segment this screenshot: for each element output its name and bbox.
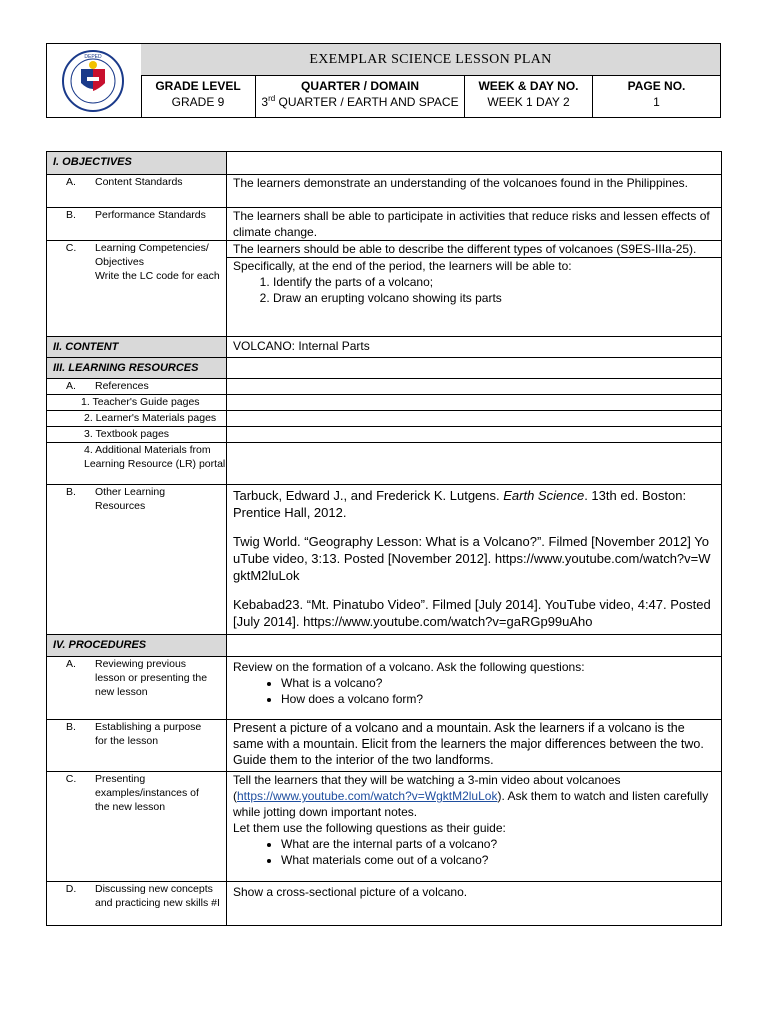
content-row xyxy=(47,337,722,358)
video-link[interactable]: https://www.youtube.com/watch?v=WgktM2luLok xyxy=(237,789,498,803)
lr-portal-label: 4. Additional Materials from Learning Resource (LR) portal xyxy=(84,444,226,470)
procedure-c-row: C. Presenting examples/instances of the new lesson Tell the learners that they will be watching a 3-min video about volcanoes (https://www.youtube.com/watch?v=WgktM2luLok). Ask them to watch and listen carefully while jotting down important notes. Let them use the following questions as their guide: • What are the internal parts of a volcano? • What materials come out of a volcano? xyxy=(47,772,722,882)
procedure-d-text: Show a cross-sectional picture of a volcano. xyxy=(227,882,722,926)
grade-level-label: GRADE LEVEL xyxy=(155,79,241,93)
procedure-b-row: B. Establishing a purpose for the lesson Present a picture of a volcano and a mountain. Ask the learners if a volcano is the same with a mountain. Elicit from the learners the major differences between the two. Guide them to the interior of the two landforms. xyxy=(47,720,722,772)
tg-pages-label: 1. Teacher's Guide pages xyxy=(81,396,200,408)
content-heading: II. CONTENT xyxy=(47,337,227,358)
objectives-heading: I. OBJECTIVES xyxy=(47,152,227,175)
quarter-domain-label: QUARTER / DOMAIN xyxy=(301,79,419,93)
textbook-pages-label: 3. Textbook pages xyxy=(84,428,170,440)
page-no-value: 1 xyxy=(653,95,660,109)
resources-row xyxy=(47,358,722,379)
procedure-d-row: D. Discussing new concepts and practicing new skills #I Show a cross-sectional picture of a volcano. xyxy=(47,882,722,926)
reference-tarbuck: Tarbuck, Edward J., and Frederick K. Lutgens. Earth Science. 13th ed. Boston: Prentice Hall, 2012. xyxy=(233,488,687,520)
procedures-row xyxy=(47,635,722,657)
procedure-c-label: Presenting examples/instances of the new lesson xyxy=(95,773,199,813)
references-label: References xyxy=(95,380,149,392)
lesson-plan-title: EXEMPLAR SCIENCE LESSON PLAN xyxy=(141,44,720,76)
lc-code-label: Write the LC code for each xyxy=(95,270,220,282)
procedures-heading: IV. PROCEDURES xyxy=(47,635,227,657)
grade-level-value: GRADE 9 xyxy=(171,95,225,109)
procedure-b-text: Present a picture of a volcano and a mountain. Ask the learners if a volcano is the same with a mountain. Elicit from the learners the major differences between the two. Guide them to the interior of the two landforms. xyxy=(227,720,722,772)
specific-objectives-list xyxy=(227,274,721,306)
page-no-label: PAGE NO. xyxy=(627,79,686,93)
content-value: VOLCANO: Internal Parts xyxy=(227,337,722,358)
procedure-a-row: A. Reviewing previous lesson or presenting the new lesson Review on the formation of a volcano. Ask the following questions: • What is a volcano? • How does a volcano form? xyxy=(47,657,722,720)
learning-competencies-label: Learning Competencies/ Objectives xyxy=(95,242,209,268)
quarter-domain-cell xyxy=(256,76,465,117)
content-standards-text: The learners demonstrate an understanding of the volcanoes found in the Philippines. xyxy=(227,175,722,208)
quarter-domain-value: 3rd QUARTER / EARTH AND SPACE xyxy=(261,94,459,109)
lm-pages-label: 2. Learner's Materials pages xyxy=(84,412,217,424)
procedure-b-label: Establishing a purpose for the lesson xyxy=(95,721,202,747)
content-standards-row: A. Content Standards The learners demonstrate an understanding of the volcanoes found in the Philippines. xyxy=(47,175,722,208)
learning-competencies-text: The learners should be able to describe the different types of volcanoes (S9ES-IIIa-25). xyxy=(227,241,721,258)
deped-seal-icon xyxy=(57,49,129,113)
svg-text:DEPED: DEPED xyxy=(84,54,102,60)
resources-heading: III. LEARNING RESOURCES xyxy=(47,358,227,379)
reference-twig-world: Twig World. “Geography Lesson: What is a Volcano?”. Filmed [November 2012] YouTube video, 3:13. Posted [November 2012]. https://www.youtube.com/watch?v=WgktM2luLok xyxy=(233,534,711,583)
deped-seal xyxy=(47,44,142,117)
performance-standards-row: B. Performance Standards The learners shall be able to participate in activities that reduce risks and lessen effects of climate change. xyxy=(47,208,722,241)
procedure-a-questions xyxy=(233,675,715,707)
lesson-plan-table xyxy=(46,151,722,926)
procedure-a-text: Review on the formation of a volcano. Ask the following questions: xyxy=(233,660,585,674)
list-item: 1. Identify the parts of a volcano; xyxy=(273,274,721,290)
list-item: • What is a volcano? xyxy=(281,675,715,691)
list-item: • What are the internal parts of a volcano? xyxy=(281,836,715,852)
tg-pages-row xyxy=(47,395,722,411)
other-resources-label: Other Learning Resources xyxy=(95,486,166,512)
week-day-value: WEEK 1 DAY 2 xyxy=(487,95,570,109)
objectives-row xyxy=(47,152,722,175)
page-no-cell xyxy=(593,76,720,117)
procedure-a-label: Reviewing previous lesson or presenting the new lesson xyxy=(95,658,208,698)
grade-level-cell xyxy=(141,76,256,117)
list-item: 2. Draw an erupting volcano showing its parts xyxy=(273,290,721,306)
header-table xyxy=(46,43,721,118)
specific-objectives-text: Specifically, at the end of the period, the learners will be able to: xyxy=(233,259,572,273)
references-row: A. References xyxy=(47,379,722,395)
procedure-c-text: Tell the learners that they will be watching a 3-min video about volcanoes (https://www.youtube.com/watch?v=WgktM2luLok). Ask them to watch and listen carefully while jotting down important notes. xyxy=(233,773,709,819)
procedure-c-questions xyxy=(233,836,715,868)
learning-competencies-row: C. Learning Competencies/ Objectives Write the LC code for each The learners should be able to describe the different types of volcanoes (S9ES-IIIa-25). Specifically, at the end of the period, the learners will be able to: 1. Identify the parts of a volcano; 2. Draw an erupting volcano showing its parts xyxy=(47,241,722,337)
lm-pages-row xyxy=(47,411,722,427)
performance-standards-text: The learners shall be able to participate in activities that reduce risks and lessen effects of climate change. xyxy=(227,208,722,241)
performance-standards-label: Performance Standards xyxy=(95,209,206,221)
content-standards-label: Content Standards xyxy=(95,176,183,188)
week-day-cell xyxy=(465,76,593,117)
list-item: • How does a volcano form? xyxy=(281,691,715,707)
procedure-d-label: Discussing new concepts and practicing new skills #I xyxy=(95,883,220,909)
other-resources-row: B. Other Learning Resources Tarbuck, Edward J., and Frederick K. Lutgens. Earth Science. 13th ed. Boston: Prentice Hall, 2012. Twig World. “Geography Lesson: What is a Volcano?”. Filmed [November 2012] YouTube video, 3:13. Posted [November 2012]. https://www.youtube.com/watch?v=WgktM2luLok Kebabad23. “Mt. Pinatubo Video”. Filmed [July 2014]. YouTube video, 4:47. Posted [July 2014]. https://www.youtube.com/watch?v=gaRGp99uAho xyxy=(47,485,722,635)
procedure-c-guide: Let them use the following questions as their guide: xyxy=(233,821,506,835)
reference-pinatubo: Kebabad23. “Mt. Pinatubo Video”. Filmed [July 2014]. YouTube video, 4:47. Posted [July 2014]. https://www.youtube.com/watch?v=gaRGp99uAho xyxy=(233,597,711,629)
textbook-pages-row xyxy=(47,427,722,443)
lr-portal-row xyxy=(47,443,722,485)
list-item: • What materials come out of a volcano? xyxy=(281,852,715,868)
week-day-label: WEEK & DAY NO. xyxy=(478,79,579,93)
